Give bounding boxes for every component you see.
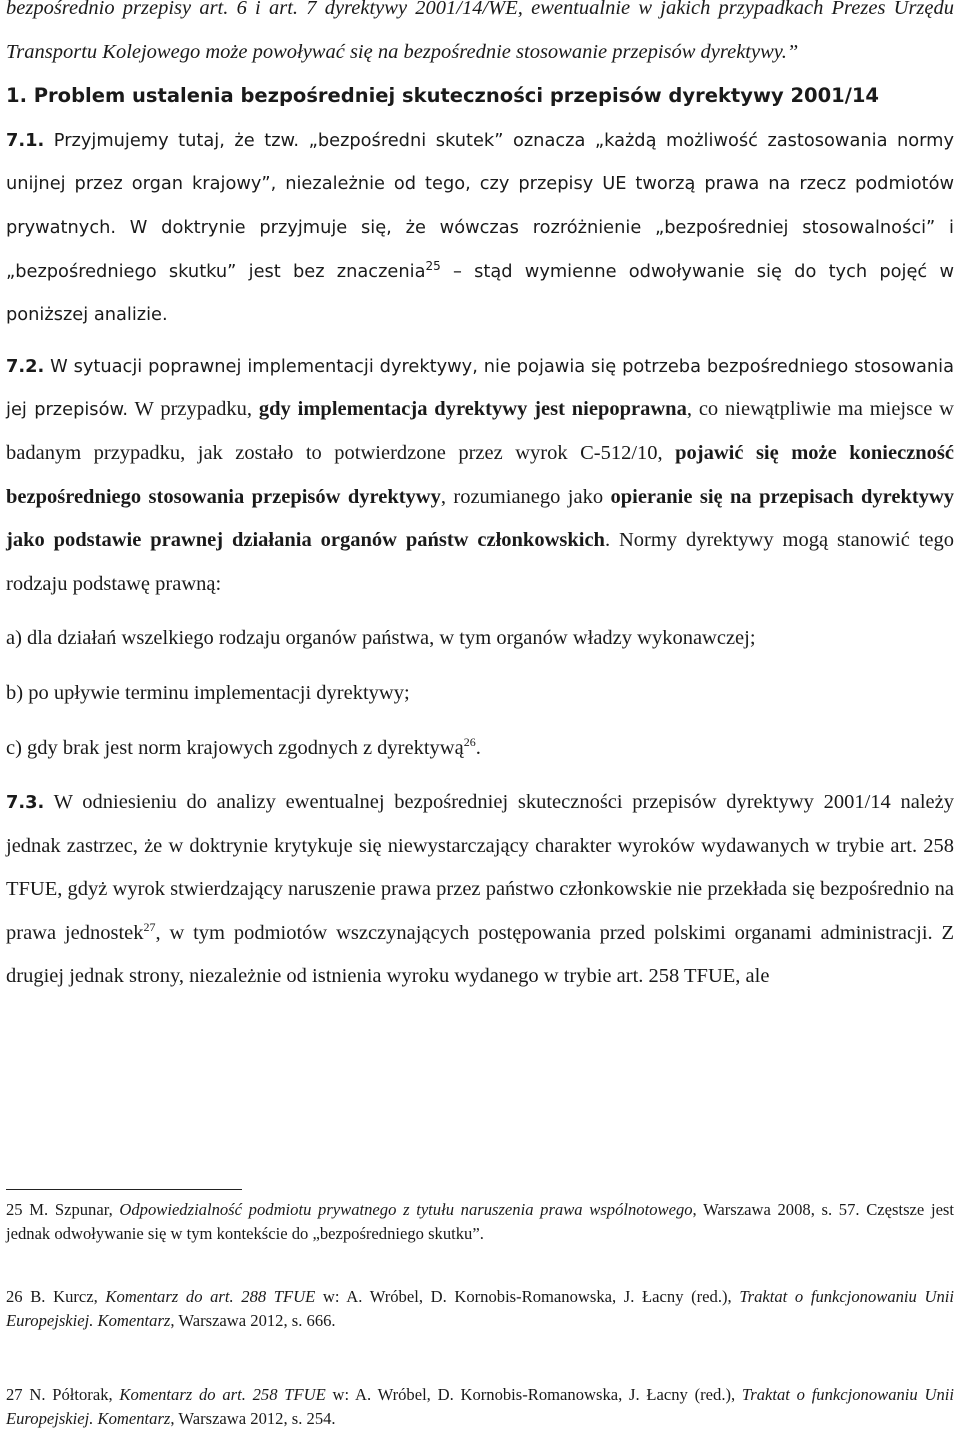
paragraph-number: 7.1.: [6, 129, 45, 151]
footnote-book: Traktat o funkcjonowaniu Unii Europejskiej. Komentarz: [6, 1385, 954, 1428]
footnote-25: [6, 1198, 954, 1246]
footnote-ref-26: 26: [463, 734, 476, 749]
bold-phrase-3: opieranie się na przepisach dyrektywy jako podstawie prawnej działania organów państw członkowskich: [6, 485, 954, 552]
footnote-title: Odpowiedzialność podmiotu prywatnego z tytułu naruszenia prawa wspólnotowego: [119, 1200, 693, 1219]
bold-phrase-1: gdy implementacja dyrektywy jest niepoprawna: [258, 398, 687, 421]
footnote-ref-27: 27: [143, 920, 156, 935]
section-heading: 1. Problem ustalenia bezpośredniej skuteczności przepisów dyrektywy 2001/14: [6, 84, 879, 108]
footnote-lead: 26 B. Kurcz,: [6, 1287, 106, 1306]
paragraph-text: W odniesieniu do analizy ewentualnej bezpośredniej skuteczności przepisów dyrektywy 2001/14 należy jednak zastrzec, że w doktrynie krytykuje się niewystarczający charakter wyroków wydawanych w trybie art. 258 TFUE, gdyż wyrok stwierdzający naruszenie prawa przez państwo członkowskie nie przekłada się bezpośrednio na prawa jednostek: [6, 791, 954, 944]
paragraph-text-cont: , w tym podmiotów wszczynających postępowania przed polskimi organami administracji. Z drugiej jednak strony, niezależnie od istnienia wyroku wydanego w trybie art. 258 TFUE, ale: [6, 921, 954, 988]
paragraph-text-3: , co niewątpliwie ma miejsce w badanym przypadku, jak zostało to potwierdzone przez wyrok C-512/10,: [6, 398, 954, 464]
footnote-rest: , Warszawa 2012, s. 254.: [170, 1409, 336, 1428]
paragraph-text: Przyjmujemy tutaj, że tzw. „bezpośredni skutek” oznacza „każdą możliwość zastosowania normy unijnej przez organ krajowy”, niezależnie od tego, czy przepisy UE tworzą prawa na rzecz podmiotów prywatnych. W doktrynie przyjmuje się, że wówczas rozróżnienie „bezpośredniej stosowalności” i „bezpośredniego skutku” jest bez znaczenia: [6, 129, 954, 282]
footnote-27: [6, 1383, 954, 1431]
footnote-lead: 25 M. Szpunar,: [6, 1200, 120, 1219]
list-item-c-end: .: [475, 736, 481, 759]
paragraph-7-2: [6, 345, 954, 607]
list-item-b: b) po upływie terminu implementacji dyrektywy;: [6, 681, 410, 704]
paragraph-7-3: [6, 781, 954, 999]
footnote-separator: [6, 1189, 242, 1190]
footnote-title: Komentarz do art. 288 TFUE: [105, 1287, 316, 1306]
top-paragraph: [6, 0, 954, 74]
paragraph-text: W sytuacji poprawnej implementacji dyrektywy, nie pojawia się potrzeba bezpośredniego stosowania jej przepisów.: [6, 355, 954, 421]
footnote-title: Komentarz do art. 258 TFUE: [119, 1385, 326, 1404]
footnote-26: [6, 1285, 954, 1333]
paragraph-text-4: , rozumianego jako: [440, 485, 611, 508]
paragraph-number: 7.3.: [6, 792, 45, 814]
list-item-c: [6, 727, 954, 771]
footnote-lead: 27 N. Półtorak,: [6, 1385, 120, 1404]
top-paragraph-text: bezpośrednio przepisy art. 6 i art. 7 dyrektywy 2001/14/WE, ewentualnie w jakich przypadkach Prezes Urzędu Transportu Kolejowego może powoływać się na bezpośrednie stosowanie przepisów dyrektywy.”: [6, 0, 954, 63]
paragraph-number: 7.2.: [6, 355, 45, 377]
bold-phrase-2: pojawić się może konieczność bezpośredniego stosowania przepisów dyrektywy: [6, 441, 954, 508]
footnote-rest: , Warszawa 2012, s. 666.: [170, 1311, 336, 1330]
footnote-ref-25: 25: [425, 258, 441, 273]
footnote-rest: , Warszawa 2008, s. 57. Częstsze jest jednak odwoływanie się w tym kontekście do „bezpośredniego skutku”.: [6, 1200, 955, 1243]
list-item-a: a) dla działań wszelkiego rodzaju organów państwa, w tym organów władzy wykonawczej;: [6, 627, 756, 650]
paragraph-text-2: W przypadku,: [128, 398, 259, 421]
footnote-mid: w: A. Wróbel, D. Kornobis-Romanowska, J. Łacny (red.),: [325, 1385, 742, 1404]
paragraph-7-1: [6, 119, 954, 337]
document-page: [6, 0, 954, 999]
list-item-c-text: c) gdy brak jest norm krajowych zgodnych z dyrektywą: [6, 736, 464, 759]
paragraph-text-5: . Normy dyrektywy mogą stanowić tego rodzaju podstawę prawną:: [6, 529, 955, 595]
paragraph-text-cont: – stąd wymienne odwoływanie się do tych pojęć w poniższej analizie.: [6, 260, 954, 326]
footnote-mid: w: A. Wróbel, D. Kornobis-Romanowska, J. Łacny (red.),: [315, 1287, 740, 1306]
footnote-book: Traktat o funkcjonowaniu Unii Europejskiej. Komentarz: [6, 1287, 954, 1330]
